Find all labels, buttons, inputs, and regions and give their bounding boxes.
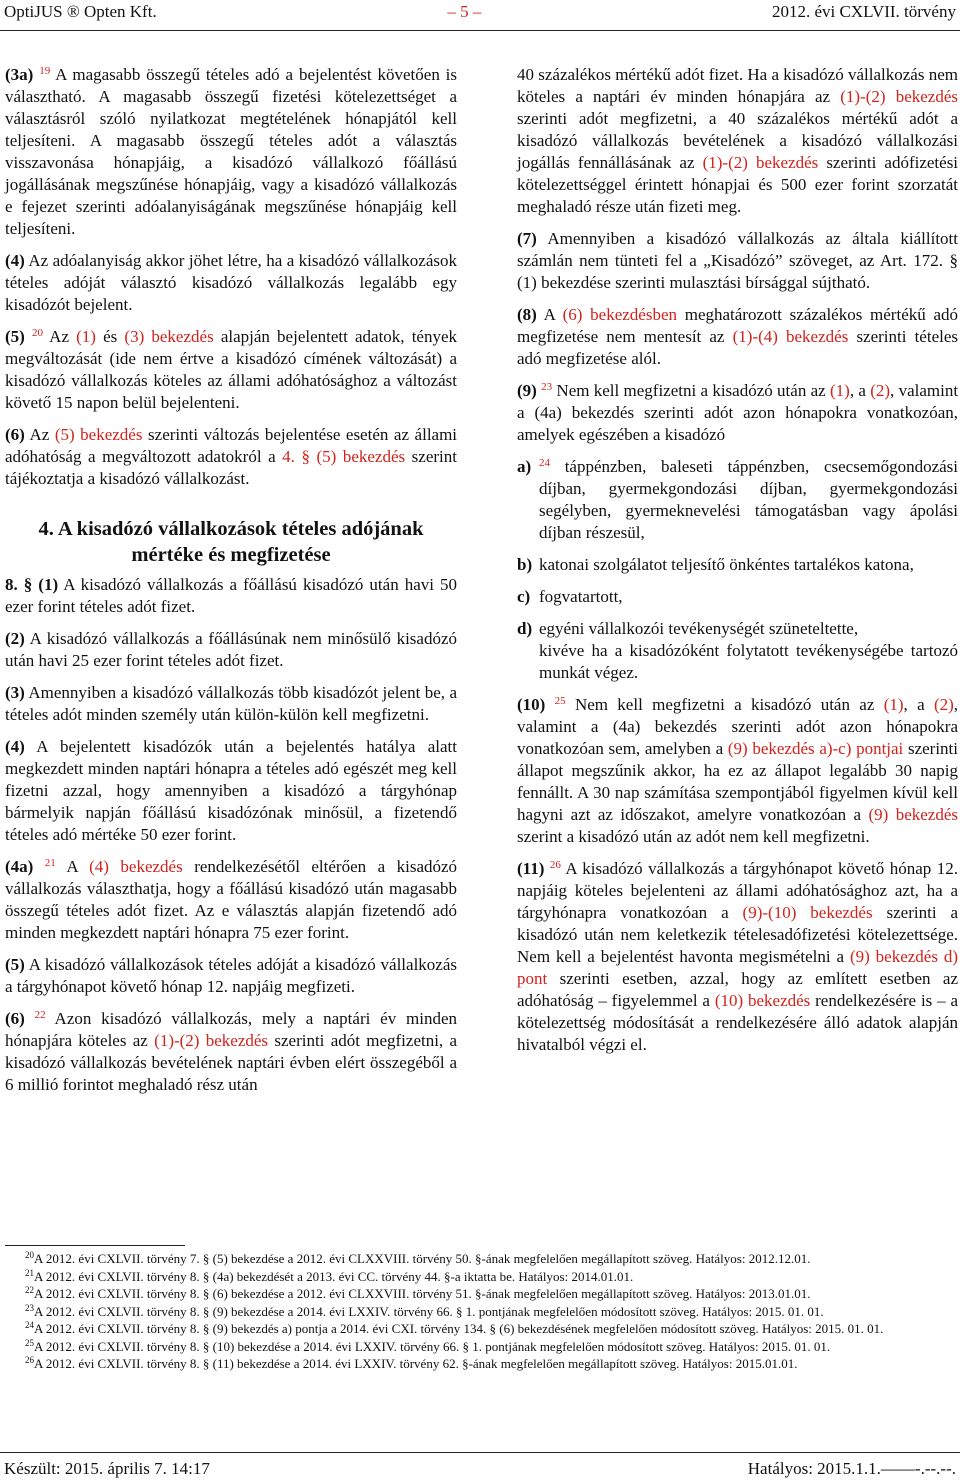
link-ref[interactable]: (1)-(2) bekezdés <box>702 153 819 172</box>
section-8-1: 8. § (1) A kisadózó vállalkozás a főállású kisadózó után havi 50 ezer forint tételes adót fizet. <box>5 575 458 616</box>
link-ref[interactable]: (6) bekezdésben <box>562 305 678 324</box>
section-8-4: (4) A bejelentett kisadózók után a bejelentés hatálya alatt megkezdett minden naptári hónapra a tételes adó egészét meg kell fizetni azzal, hogy amennyiben a kisadózó a tárgyhónap bármelyik napján főállású kisadózónak minősül, a fizetendő tételes adó mértéke 50 ezer forint. <box>5 737 457 844</box>
section-8-2: (2) A kisadózó vállalkozás a főállásúnak nem minősülő kisadózó után havi 25 ezer forint tételes adót fizet. <box>5 629 458 670</box>
list-item-b: b) katonai szolgálatot teljesítő önkéntes tartalékos katona, <box>517 555 914 574</box>
list-closing-text: kivéve ha a kisadózóként folytatott tevékenységébe tartozó munkát végez. <box>539 641 958 682</box>
right-column <box>517 64 958 1066</box>
link-ref[interactable]: (9) bekezdés a)-c) pontjai <box>727 739 904 758</box>
footnote-22: $^{22}$A 2012. évi CXLVII. törvény 8. § (6) bekezdése a 2012. évi CLXXVIII. törvény 51. §-ának megfelelően megállapított szöveg. Hatályos: 2013.01.01. <box>25 1285 811 1301</box>
section-8-4a: (4a) $^{21}$ A (4) bekezdés rendelkezésétől eltérően a kisadózó vállalkozás választhatja, hogy a főállású kisadózó után magasabb összegű tételes adót fizet. Az e választás alapján fizetendő adó minden megkezdett naptári hónapra 75 ezer forint. <box>5 857 458 942</box>
list-item-c: c) fogvatartott, <box>517 587 623 606</box>
link-ref[interactable]: (1)-(4) bekezdés <box>732 327 849 346</box>
page-footer <box>4 1459 956 1479</box>
link-ref[interactable]: (3) bekezdés <box>124 327 214 346</box>
link-ref[interactable]: (5) bekezdés <box>54 425 143 444</box>
link-ref[interactable]: (1) <box>883 695 904 714</box>
footnote-20: $^{20}$A 2012. évi CXLVII. törvény 7. § (5) bekezdése a 2012. évi CLXXVIII. törvény 50. §-ának megfelelően megállapított szöveg. Hatályos: 2012.12.01. <box>25 1250 811 1266</box>
link-ref[interactable]: (1)-(2) bekezdés <box>840 87 959 106</box>
section-8-3: (3) Amennyiben a kisadózó vállalkozás több kisadózót jelent be, a tételes adót minden személy után külön-külön kell megfizetni. <box>5 683 458 724</box>
list-item-d: d) egyéni vállalkozói tevékenységét szüneteltette, <box>517 619 859 638</box>
footer-created: Készült: 2015. április 7. 14:17 <box>4 1459 210 1478</box>
section-8-10: (10) $^{25}$ Nem kell megfizetni a kisadózó után az (1), a (2), valamint a (4a) bekezdés szerinti adót azon hónapokra vonatkozóan sem, amelyben a (9) bekezdés a)-c) pontjai szerinti állapot megszűnik akkor, ha ez az állapot legalább 30 napig fennállt. A 30 nap számítása szempontjából figyelmen kívül kell hagyni azt az időszakot, amelyre vonatkozóan a (9) bekezdés szerint a kisadózó után az adót nem kell megfizetni. <box>517 695 959 846</box>
footnote-ref-24[interactable]: 24 <box>539 457 550 469</box>
footnotes <box>5 1250 955 1373</box>
link-ref[interactable]: 4. § (5) bekezdés <box>282 447 406 466</box>
footnote-ref-19[interactable]: 19 <box>39 65 51 77</box>
section-8-9: (9) $^{23}$ Nem kell megfizetni a kisadózó után az (1), a (2), valamint a (4a) bekezdés szerinti adót azon hónapokra vonatkozóan, amelyek egészében a kisadózó <box>517 381 959 444</box>
footnote-ref-22[interactable]: 22 <box>34 1009 46 1021</box>
left-column <box>5 64 457 1106</box>
paragraph-4: (4) Az adóalanyiság akkor jöhet létre, ha a kisadózó vállalkozások tételes adóját választó kisadózó vállalkozás legalább egy kisadózót bejelent. <box>5 251 458 314</box>
section-8-11: (11) $^{26}$ A kisadózó vállalkozás a tárgyhónapot követő hónap 12. napjáig köteles bejelenteni az állami adóhatósághoz azt, ha a tárgyhónapra vonatkozóan a (9)-(10) bekezdés szerinti a kisadózó után nem keletkezik tételesadófizetési kötelezettsége. Nem kell a bejelentést havonta megismételni a (9) bekezdés d) pont szerinti esetben, azzal, hogy az említett esetben az adóhatóság – figyelemmel a (10) bekezdés rendelkezésére is – a kötelezettség módosítását a rendelkezésére álló adatok alapján hivatalból végzi el. <box>517 859 959 1054</box>
list-item-a: a) $^{24}$ táppénzben, baleseti táppénzben, csecsemőgondozási díjban, gyermekgondozási díjban, gyermekgondozási segélyben, gyermeknevelési támogatásban vagy ápolási díjban részesül, <box>517 457 959 542</box>
paragraph-5: (5) $^{20}$ Az (1) és (3) bekezdés alapján bejelentett adatok, tények megváltozását (ide nem értve a kisadózó címének változását) a kisadózó vállalkozás köteles az állami adóhatósághoz a változást követő 15 napon belül bejelenteni. <box>5 327 458 412</box>
footnote-26: $^{26}$A 2012. évi CXLVII. törvény 8. § (11) bekezdése a 2014. évi LXXIV. törvény 62. §-ának megfelelően megállapított szöveg. Hatályos: 2015.01.01. <box>25 1355 798 1371</box>
link-ref[interactable]: (1)-(2) bekezdés <box>154 1031 269 1050</box>
paragraph-6: (6) Az (5) bekezdés szerinti változás bejelentése esetén az állami adóhatóság a megváltozott adatokról a 4. § (5) bekezdés szerint tájékoztatja a kisadózó vállalkozást. <box>5 425 458 488</box>
link-ref[interactable]: (9) bekezdés <box>868 805 959 824</box>
section-8-5: (5) A kisadózó vállalkozások tételes adóját a kisadózó vállalkozás a tárgyhónapot követő hónap 12. napjáig megfizeti. <box>5 955 457 996</box>
section-8-7: (7) Amennyiben a kisadózó vállalkozás az általa kiállított számlán nem tünteti fel a „Kisadózó” szöveget, az Art. 172. § (1) bekezdése szerinti mulasztási bírsággal sújtható. <box>517 229 959 292</box>
footer-effective: Hatályos: 2015.1.1.——-.--.--. <box>747 1459 956 1478</box>
section-8-6-continued: 40 százalékos mértékű adót fizet. Ha a kisadózó vállalkozás nem köteles a naptári év minden hónapjára az (1)-(2) bekezdés szerinti adót megfizetni, a 40 százalékos mértékű adót a kisadózó vállalkozás bevételének a kisadózó vállalkozási jogállás fennállásának az (1)-(2) bekezdés szerinti adófizetési kötelezettséggel érintett hónapjai és 500 ezer forint szorzatát meghaladó része után fizeti meg. <box>517 65 959 216</box>
page-header <box>4 2 956 24</box>
section-8-6: (6) $^{22}$ Azon kisadózó vállalkozás, mely a naptári év minden hónapjára köteles az (1)-(2) bekezdés szerinti adót megfizetni, a kisadózó vállalkozás bevételének naptári évben elért összegéből a 6 millió forintot meghaladó rész után <box>5 1009 458 1094</box>
link-ref[interactable]: (1) <box>76 327 96 346</box>
link-ref[interactable]: (9)-(10) bekezdés <box>742 903 873 922</box>
section-8-8: (8) A (6) bekezdésben meghatározott százalékos mértékű adó megfizetése nem mentesít az (1)-(4) bekezdés szerinti tételes adó megfizetése alól. <box>517 305 959 368</box>
footnote-23: $^{23}$A 2012. évi CXLVII. törvény 8. § (9) bekezdése a 2014. évi LXXIV. törvény 66. § 1. pontjának megfelelően módosított szöveg. Hatályos: 2015. 01. 01. <box>25 1302 824 1319</box>
header-page-number[interactable]: – 5 – <box>447 2 482 21</box>
link-ref[interactable]: (2) <box>870 381 891 400</box>
link-ref[interactable]: (2) <box>933 695 954 714</box>
footnote-rule <box>5 1245 185 1246</box>
header-law-title: 2012. évi CXLVII. törvény <box>771 2 956 21</box>
footnote-ref-26[interactable]: 26 <box>549 859 561 871</box>
link-ref[interactable]: (1) <box>830 381 850 400</box>
footnote-ref-21[interactable]: 21 <box>44 857 56 869</box>
footnote-ref-25[interactable]: 25 <box>554 695 566 707</box>
section-heading: 4. A kisadózó vállalkozások tételes adójának mértéke és megfizetése <box>38 518 424 566</box>
paragraph-3a: (3a) $^{19}$ A magasabb összegű tételes adó a bejelentést követően is választható. A magasabb összegű fizetési kötelezettséget a választásról szóló nyilatkozat megtételének hónapjától kell teljesíteni. A magasabb összegű tételes adót a választás visszavonása hónapjáig, a kisadózó vállalkozó főállású jogállásának megszűnése hónapjáig, vagy a kisadózó vállalkozás e fejezet szerinti adóalanyiságának megszűnése hónapjáig kell teljesíteni. <box>5 65 458 238</box>
link-ref[interactable]: (9) bekezdés d) pont <box>517 947 958 988</box>
link-ref[interactable]: (4) bekezdés <box>89 857 183 876</box>
header-publisher: OptiJUS ® Opten Kft. <box>4 2 157 21</box>
link-ref[interactable]: (10) bekezdés <box>714 991 811 1010</box>
footer-rule <box>0 1452 960 1453</box>
footnote-21: $^{21}$A 2012. évi CXLVII. törvény 8. § (4a) bekezdését a 2013. évi CC. törvény 44. §-a iktatta be. Hatályos: 2014.01.01. <box>25 1267 634 1284</box>
footnote-25: $^{25}$A 2012. évi CXLVII. törvény 8. § (10) bekezdése a 2014. évi LXXIV. törvény 66. § 1. pontjának megfelelően módosított szöveg. Hatályos: 2015. 01. 01. <box>25 1337 831 1354</box>
footnote-ref-23[interactable]: 23 <box>541 381 553 393</box>
footnote-24: $^{24}$A 2012. évi CXLVII. törvény 8. § (9) bekezdés a) pontja a 2014. évi CXI. törvény 134. § (6) bekezdésének megfelelően módosított szöveg. Hatályos: 2015. 01. 01. <box>25 1320 884 1336</box>
header-rule <box>0 30 960 31</box>
footnote-ref-20[interactable]: 20 <box>31 327 43 339</box>
